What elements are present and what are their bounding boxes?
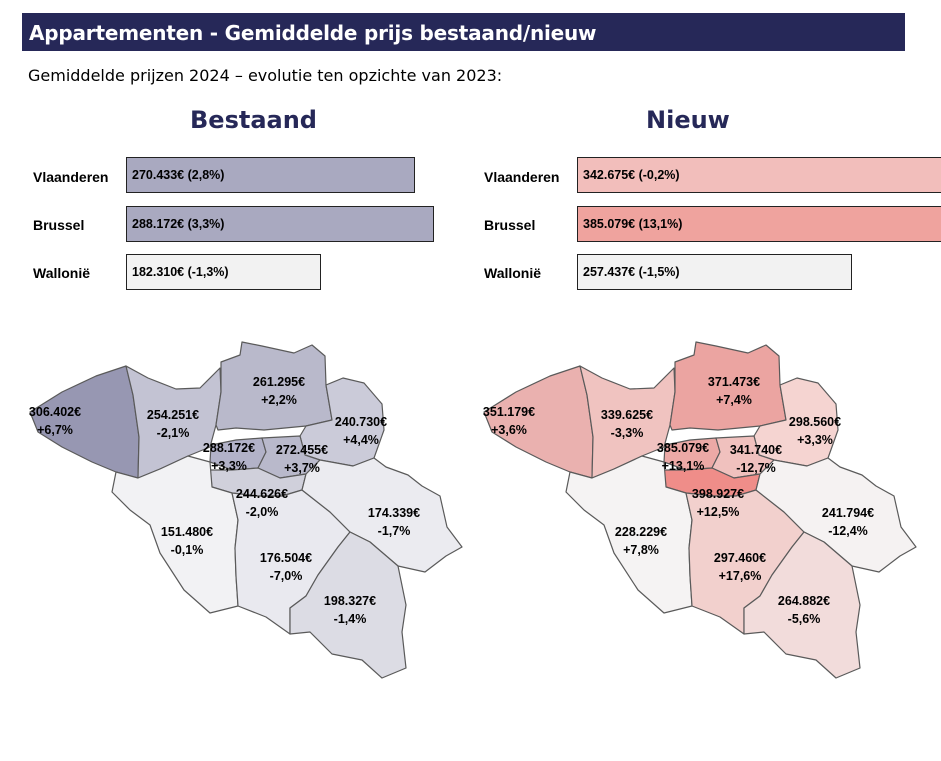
page-title: Appartementen - Gemiddelde prijs bestaand/nieuw (29, 21, 597, 45)
province-price-label: 261.295€ (252, 375, 306, 389)
bar-label: 342.675€ (-0,2%) (583, 168, 680, 182)
subtitle: Gemiddelde prijzen 2024 – evolutie ten opzichte van 2023: (28, 66, 503, 85)
province-price-label: 244.626€ (235, 487, 289, 501)
province-change-label: -5,6% (787, 612, 821, 626)
province-price-label: 385.079€ (656, 441, 710, 455)
province-shape-nieuw-0 (484, 366, 593, 478)
province-price-label: 272.455€ (275, 443, 329, 457)
province-change-label: -2,1% (156, 426, 190, 440)
province-price-label: 254.251€ (146, 408, 200, 422)
province-price-label: 398.927€ (691, 487, 745, 501)
province-change-label: -12,4% (828, 524, 868, 538)
province-price-label: 297.460€ (713, 551, 767, 565)
row-label-wallonie: Wallonië (33, 265, 91, 281)
province-change-label: -0,1% (170, 543, 204, 557)
province-price-label: 176.504€ (259, 551, 313, 565)
province-price-label: 241.794€ (821, 506, 875, 520)
province-change-label: +6,7% (37, 423, 73, 437)
province-price-label: 198.327€ (323, 594, 377, 608)
panel-title-bestaand: Bestaand (190, 106, 317, 134)
panel-title-nieuw: Nieuw (646, 106, 730, 134)
row-label-brussel: Brussel (484, 217, 536, 233)
province-change-label: -1,7% (377, 524, 411, 538)
province-price-label: 298.560€ (788, 415, 842, 429)
province-change-label: +7,4% (716, 393, 752, 407)
province-change-label: +3,3% (797, 433, 833, 447)
province-change-label: +3,6% (491, 423, 527, 437)
province-change-label: -2,0% (245, 505, 279, 519)
province-price-label: 151.480€ (160, 525, 214, 539)
bar-label: 288.172€ (3,3%) (132, 217, 225, 231)
row-label-vlaanderen: Vlaanderen (484, 169, 560, 185)
province-price-label: 240.730€ (334, 415, 388, 429)
province-price-label: 371.473€ (707, 375, 761, 389)
province-shape-bestaand-0 (30, 366, 139, 478)
bar-label: 257.437€ (-1,5%) (583, 265, 680, 279)
province-price-label: 341.740€ (729, 443, 783, 457)
province-change-label: +12,5% (696, 505, 740, 519)
province-price-label: 228.229€ (614, 525, 668, 539)
province-change-label: +7,8% (623, 543, 659, 557)
province-change-label: -12,7% (736, 461, 776, 475)
province-price-label: 288.172€ (202, 441, 256, 455)
province-price-label: 174.339€ (367, 506, 421, 520)
province-change-label: +2,2% (261, 393, 297, 407)
province-change-label: -1,4% (333, 612, 367, 626)
row-label-brussel: Brussel (33, 217, 85, 233)
province-change-label: -7,0% (269, 569, 303, 583)
province-price-label: 306.402€ (28, 405, 82, 419)
province-change-label: +3,7% (284, 461, 320, 475)
province-price-label: 351.179€ (482, 405, 536, 419)
province-change-label: -3,3% (610, 426, 644, 440)
bar-label: 182.310€ (-1,3%) (132, 265, 229, 279)
map-nieuw (483, 342, 916, 678)
province-change-label: +13,1% (661, 459, 705, 473)
province-change-label: +3,3% (211, 459, 247, 473)
row-label-vlaanderen: Vlaanderen (33, 169, 109, 185)
bar-label: 270.433€ (2,8%) (132, 168, 225, 182)
province-price-label: 339.625€ (600, 408, 654, 422)
map-bestaand (29, 342, 462, 678)
row-label-wallonie: Wallonië (484, 265, 542, 281)
province-change-label: +4,4% (343, 433, 379, 447)
province-price-label: 264.882€ (777, 594, 831, 608)
bar-label: 385.079€ (13,1%) (583, 217, 683, 231)
province-change-label: +17,6% (718, 569, 762, 583)
